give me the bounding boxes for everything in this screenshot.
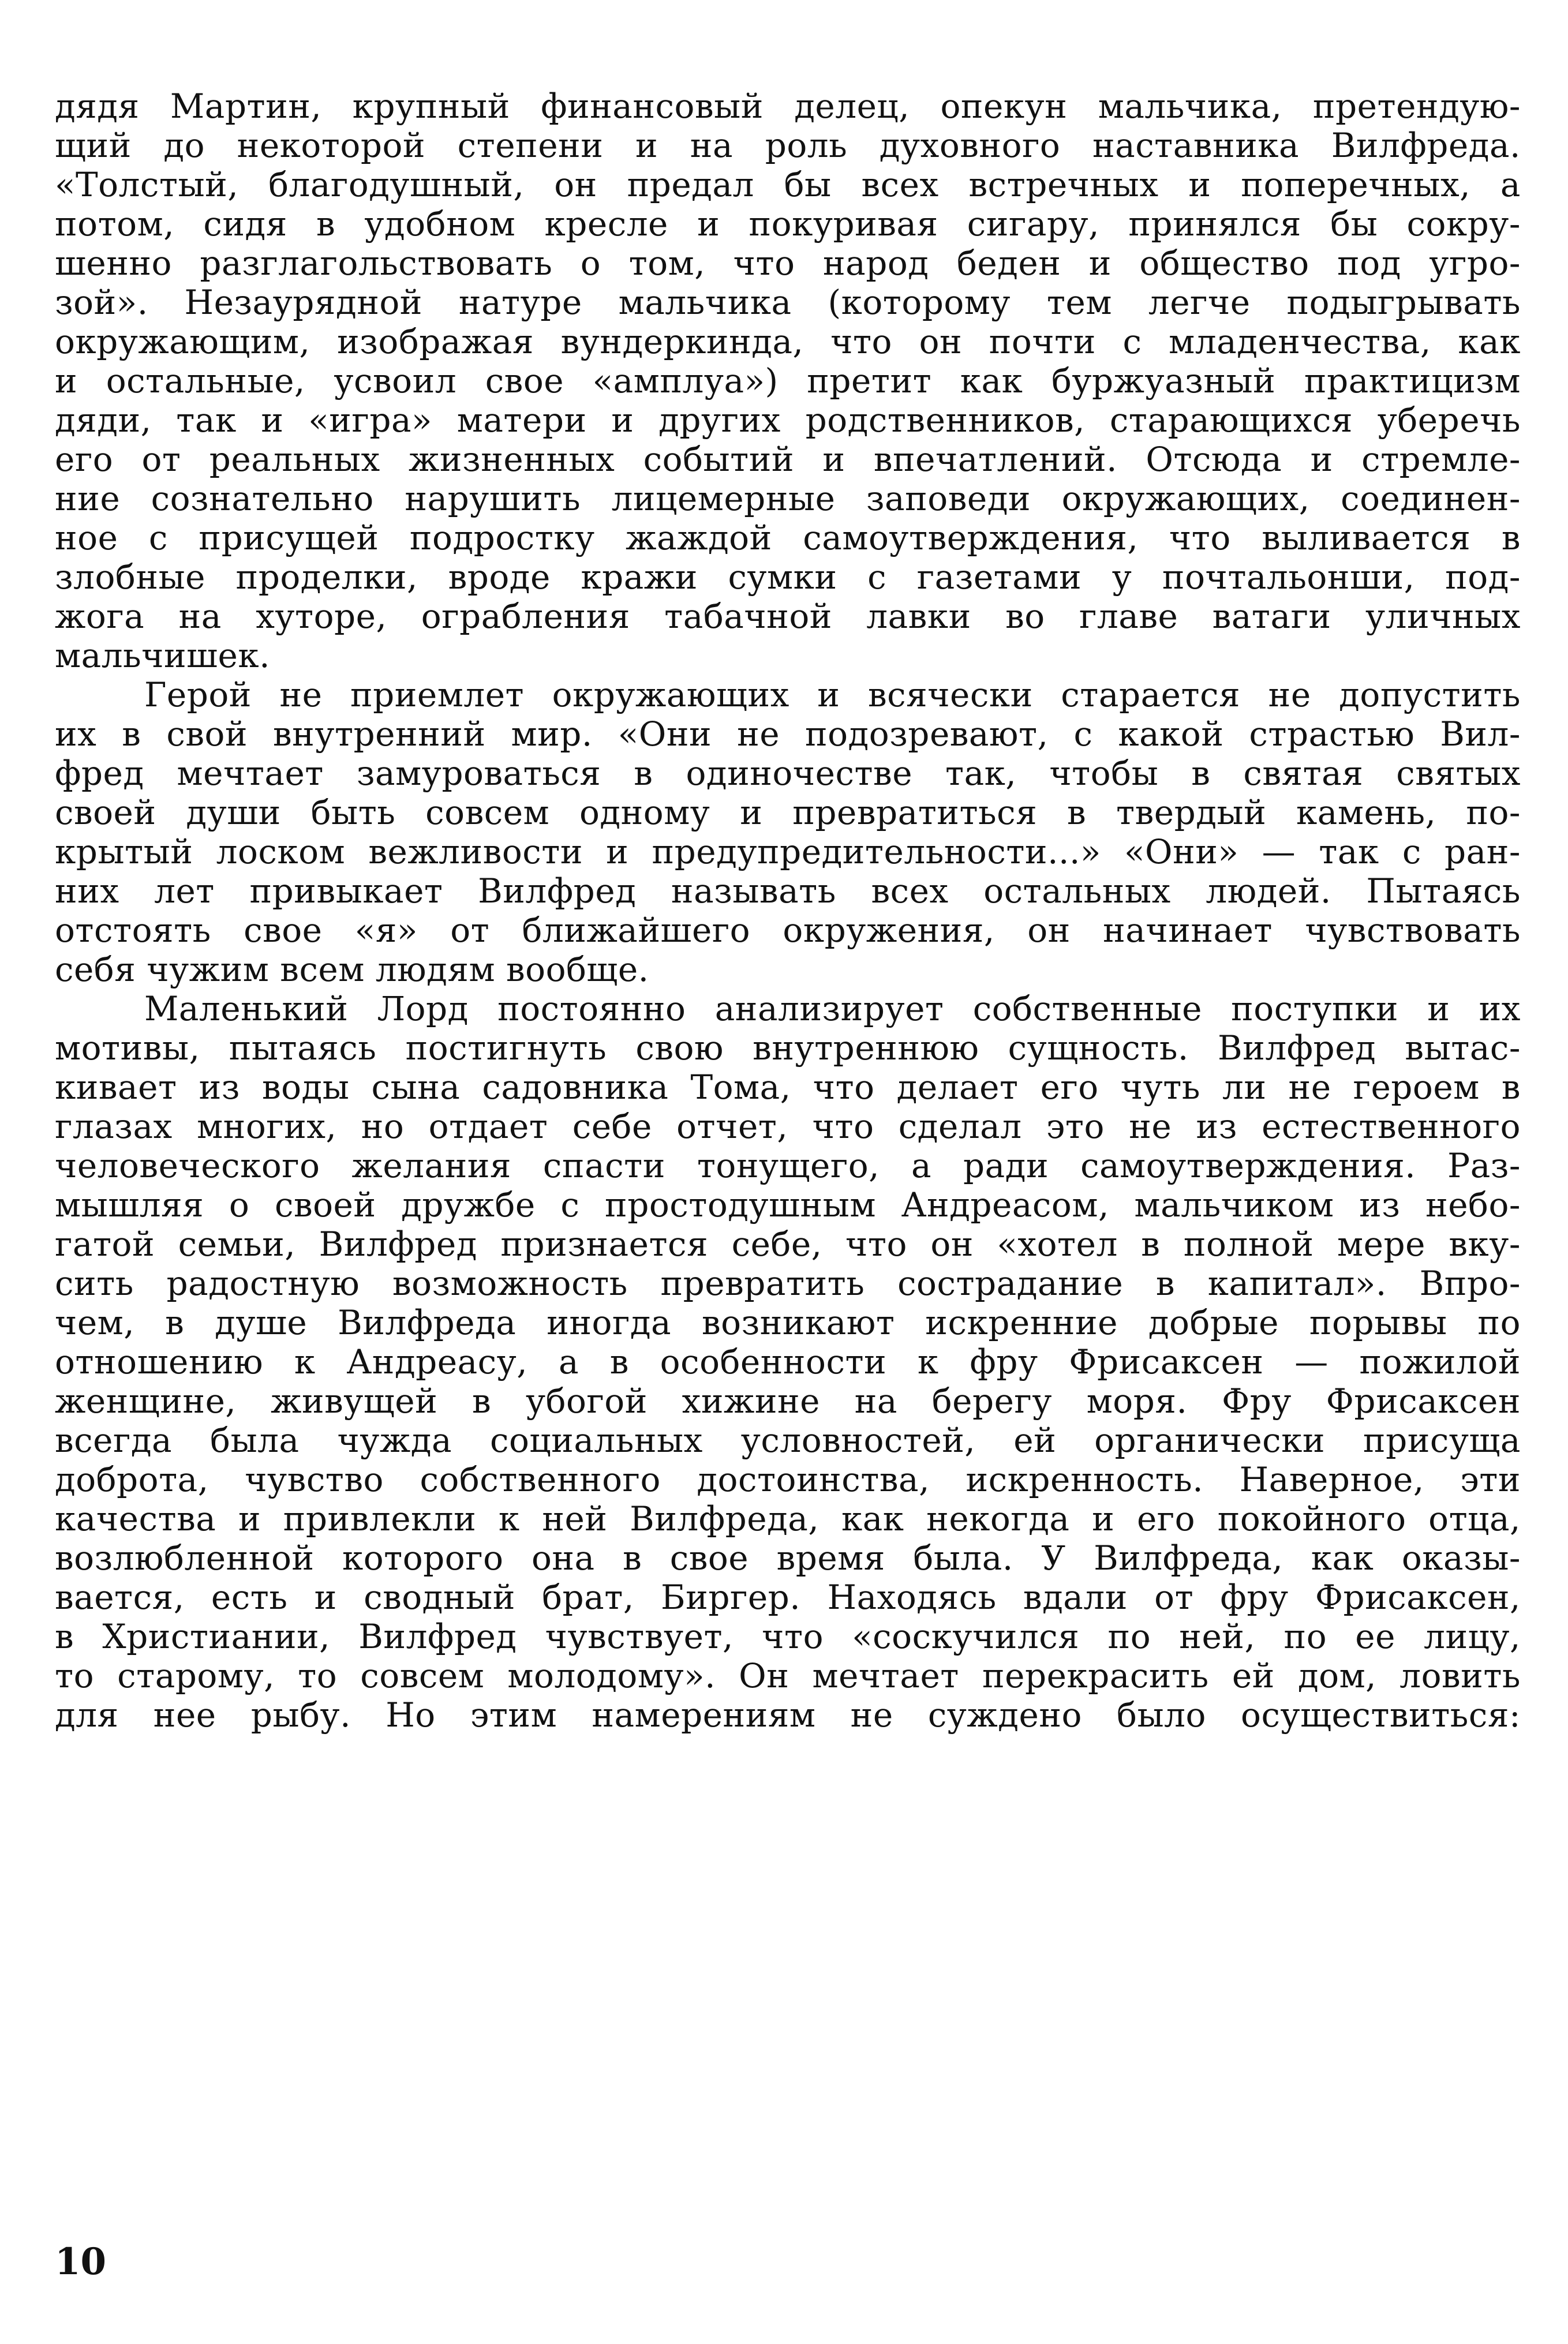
text-line: качества и привлекли к ней Вилфреда, как некогда и его покойного отца, [55, 1499, 1521, 1538]
text-line: его от реальных жизненных событий и впечатлений. Отсюда и стремле- [55, 440, 1521, 479]
text-line: «Толстый, благодушный, он предал бы всех встречных и поперечных, а [55, 165, 1521, 204]
text-line: окружающим, изображая вундеркинда, что он почти с младенчества, как [55, 322, 1521, 361]
text-line: себя чужим всем людям вообще. [55, 950, 649, 989]
text-line: чем, в душе Вилфреда иногда возникают искренние добрые порывы по [55, 1303, 1521, 1342]
text-line: злобные проделки, вроде кражи сумки с газетами у почтальонши, под- [55, 557, 1521, 597]
text-line: кивает из воды сына садовника Тома, что делает его чуть ли не героем в [55, 1068, 1521, 1107]
text-line: потом, сидя в удобном кресле и покуривая сигару, принялся бы сокру- [55, 204, 1521, 244]
text-line: Герой не приемлет окружающих и всячески старается не допустить [144, 675, 1521, 714]
text-line: дядя Мартин, крупный финансовый делец, опекун мальчика, претендую- [55, 87, 1521, 126]
text-line: возлюбленной которого она в свое время была. У Вилфреда, как оказы- [55, 1538, 1521, 1578]
text-line: их в свой внутренний мир. «Они не подозревают, с какой страстью Вил- [55, 714, 1521, 754]
text-line: фред мечтает замуроваться в одиночестве так, чтобы в святая святых [55, 754, 1521, 793]
text-line: зой». Незаурядной натуре мальчика (которому тем легче подыгрывать [55, 283, 1521, 322]
text-line: мотивы, пытаясь постигнуть свою внутреннюю сущность. Вилфред вытас- [55, 1028, 1521, 1068]
text-line: Маленький Лорд постоянно анализирует собственные поступки и их [144, 989, 1521, 1028]
paragraph-3 [55, 989, 1521, 1735]
paragraph-1 [55, 87, 1521, 675]
text-line: мышляя о своей дружбе с простодушным Андреасом, мальчиком из небо- [55, 1185, 1521, 1225]
text-line: женщине, живущей в убогой хижине на берегу моря. Фру Фрисаксен [55, 1381, 1521, 1421]
text-line: своей души быть совсем одному и превратиться в твердый камень, по- [55, 793, 1521, 832]
text-line: жога на хуторе, ограбления табачной лавки во главе ватаги уличных [55, 597, 1521, 636]
text-line: человеческого желания спасти тонущего, а ради самоутверждения. Раз- [55, 1146, 1521, 1185]
text-line: в Христиании, Вилфред чувствует, что «соскучился по ней, по ее лицу, [55, 1617, 1521, 1656]
text-line: гатой семьи, Вилфред признается себе, что он «хотел в полной мере вку- [55, 1225, 1521, 1264]
text-line: всегда была чужда социальных условностей, ей органически присуща [55, 1421, 1521, 1460]
text-line: них лет привыкает Вилфред называть всех остальных людей. Пытаясь [55, 871, 1521, 911]
text-line: и остальные, усвоил свое «амплуа») претит как буржуазный практицизм [55, 361, 1521, 400]
text-line: щий до некоторой степени и на роль духовного наставника Вилфреда. [55, 126, 1521, 165]
page-number: 10 [55, 2240, 107, 2283]
text-line: для нее рыбу. Но этим намерениям не суждено было осуществиться: [55, 1695, 1521, 1735]
text-line: вается, есть и сводный брат, Биргер. Находясь вдали от фру Фрисаксен, [55, 1578, 1521, 1617]
paragraph-2 [55, 675, 1521, 989]
text-line: ние сознательно нарушить лицемерные заповеди окружающих, соединен- [55, 479, 1521, 518]
text-line: сить радостную возможность превратить сострадание в капитал». Впро- [55, 1264, 1521, 1303]
text-line: крытый лоском вежливости и предупредительности...» «Они» — так с ран- [55, 832, 1521, 871]
text-line: отстоять свое «я» от ближайшего окружения, он начинает чувствовать [55, 911, 1521, 950]
text-line: то старому, то совсем молодому». Он мечтает перекрасить ей дом, ловить [55, 1656, 1521, 1695]
body-text [55, 87, 1521, 1735]
text-line: мальчишек. [55, 636, 271, 675]
text-line: дяди, так и «игра» матери и других родственников, старающихся уберечь [55, 400, 1521, 440]
text-line: ное с присущей подростку жаждой самоутверждения, что выливается в [55, 518, 1521, 557]
text-line: отношению к Андреасу, а в особенности к фру Фрисаксен — пожилой [55, 1342, 1521, 1381]
text-line: глазах многих, но отдает себе отчет, что сделал это не из естественного [55, 1107, 1521, 1146]
text-line: шенно разглагольствовать о том, что народ беден и общество под угро- [55, 244, 1521, 283]
text-line: доброта, чувство собственного достоинства, искренность. Наверное, эти [55, 1460, 1521, 1499]
